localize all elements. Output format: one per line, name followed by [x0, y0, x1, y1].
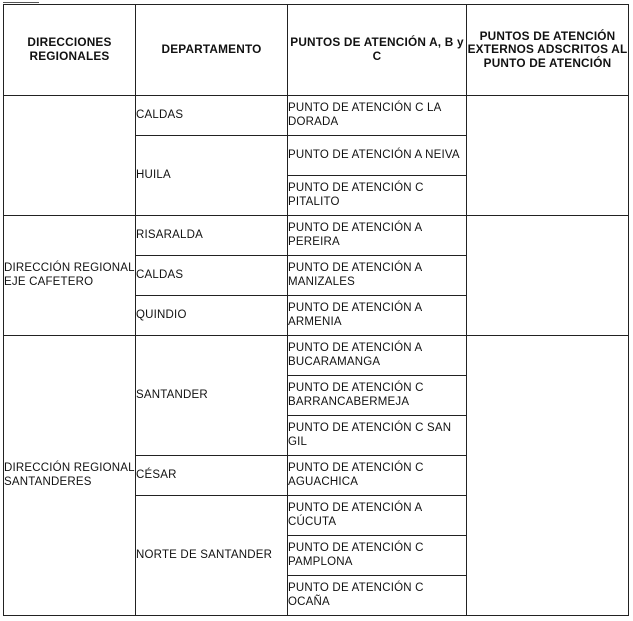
punto-cell: PUNTO DE ATENCIÓN C SAN GIL	[288, 416, 467, 456]
department-cell: HUILA	[136, 136, 288, 216]
department-cell: CÉSAR	[136, 456, 288, 496]
table-row	[4, 336, 629, 376]
table-row	[4, 96, 629, 136]
punto-cell: PUNTO DE ATENCIÓN A ARMENIA	[288, 296, 467, 336]
department-cell: QUINDIO	[136, 296, 288, 336]
header-departamento: DEPARTAMENTO	[136, 5, 288, 96]
punto-cell: PUNTO DE ATENCIÓN C AGUACHICA	[288, 456, 467, 496]
punto-cell: PUNTO DE ATENCIÓN C BARRANCABERMEJA	[288, 376, 467, 416]
punto-cell: PUNTO DE ATENCIÓN A NEIVA	[288, 136, 467, 176]
punto-cell: PUNTO DE ATENCIÓN A CÚCUTA	[288, 496, 467, 536]
externos-cell	[467, 336, 629, 616]
region-cell: DIRECCIÓN REGIONAL SANTANDERES	[4, 336, 136, 616]
header-externos: PUNTOS DE ATENCIÓN EXTERNOS ADSCRITOS AL PUNTO DE ATENCIÓN	[467, 5, 629, 96]
region-cell: DIRECCIÓN REGIONAL EJE CAFETERO	[4, 216, 136, 336]
regional-directions-table	[3, 4, 629, 616]
region-cell	[4, 96, 136, 216]
header-row	[4, 5, 629, 96]
department-cell: RISARALDA	[136, 216, 288, 256]
punto-cell: PUNTO DE ATENCIÓN C LA DORADA	[288, 96, 467, 136]
header-puntos: PUNTOS DE ATENCIÓN A, B y C	[288, 5, 467, 96]
punto-cell: PUNTO DE ATENCIÓN C PAMPLONA	[288, 536, 467, 576]
department-cell: NORTE DE SANTANDER	[136, 496, 288, 616]
table-row	[4, 216, 629, 256]
department-cell: SANTANDER	[136, 336, 288, 456]
externos-cell	[467, 96, 629, 216]
punto-cell: PUNTO DE ATENCIÓN A BUCARAMANGA	[288, 336, 467, 376]
punto-cell: PUNTO DE ATENCIÓN A PEREIRA	[288, 216, 467, 256]
punto-cell: PUNTO DE ATENCIÓN A MANIZALES	[288, 256, 467, 296]
header-regional: DIRECCIONES REGIONALES	[4, 5, 136, 96]
externos-cell	[467, 216, 629, 336]
punto-cell: PUNTO DE ATENCIÓN C PITALITO	[288, 176, 467, 216]
punto-cell: PUNTO DE ATENCIÓN C OCAÑA	[288, 576, 467, 616]
page-edge-mark	[3, 2, 39, 3]
department-cell: CALDAS	[136, 256, 288, 296]
department-cell: CALDAS	[136, 96, 288, 136]
